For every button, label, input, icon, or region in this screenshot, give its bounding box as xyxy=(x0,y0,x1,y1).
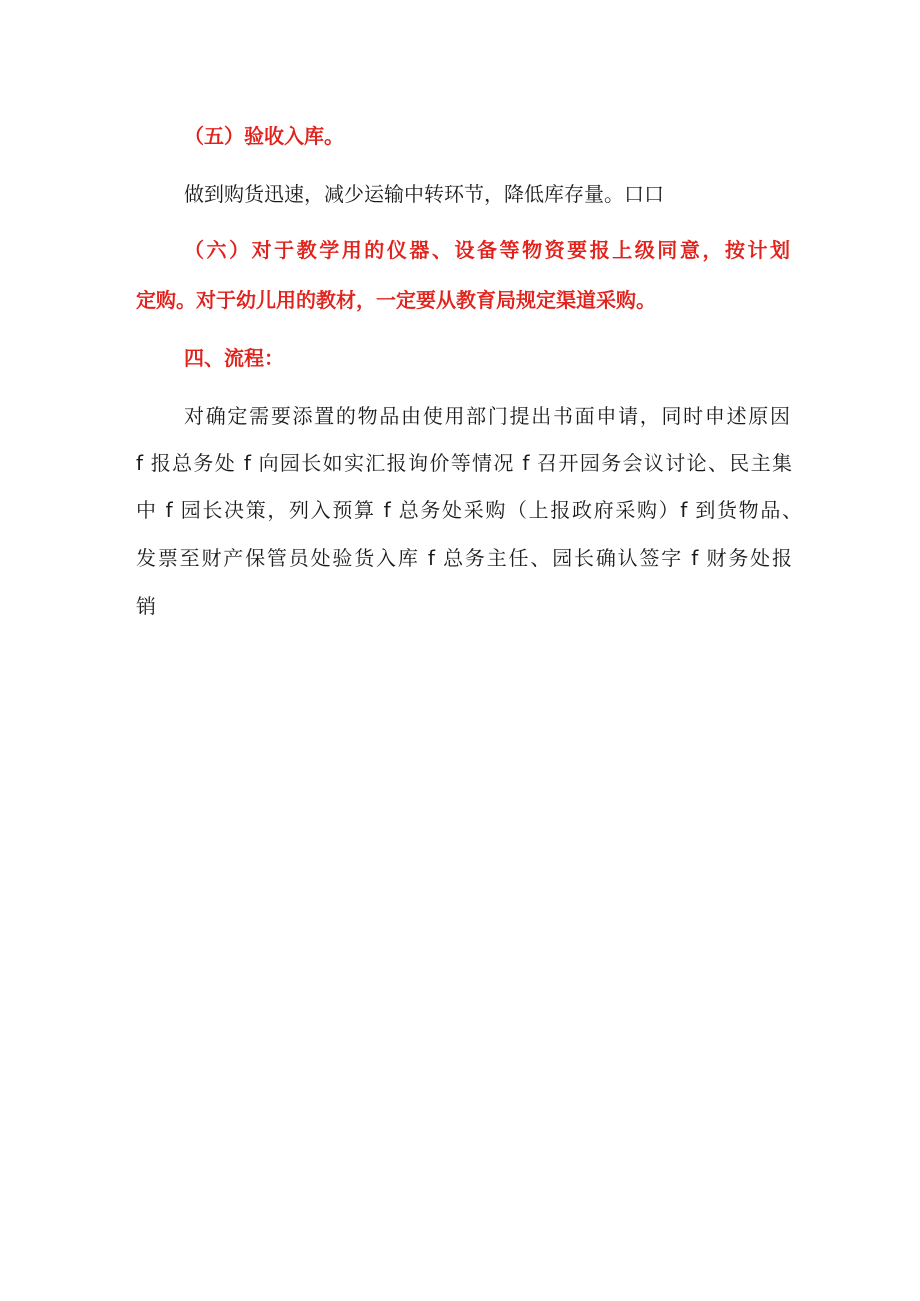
process-paragraph-line2: f 报总务处 f 向园长如实汇报询价等情况 f 召开园务会议讨论、民主集 xyxy=(136,451,792,475)
paragraph-purchase-speed: 做到购货迅速，减少运输中转环节，降低库存量。口口 xyxy=(184,182,664,206)
process-paragraph-line4: 发票至财产保管员处验货入库 f 总务主任、园长确认签字 f 财务处报 xyxy=(136,546,792,570)
process-paragraph-line5: 销 xyxy=(136,594,156,618)
heading-instruments-line1: （六）对于教学用的仪器、设备等物资要报上级同意，按计划 xyxy=(184,238,790,262)
section-title-process: 四、流程： xyxy=(184,346,284,370)
heading-acceptance-storage: （五）验收入库。 xyxy=(184,124,344,148)
process-paragraph-line3: 中 f 园长决策，列入预算 f 总务处采购（上报政府采购）f 到货物品、 xyxy=(136,498,802,522)
process-paragraph-line1: 对确定需要添置的物品由使用部门提出书面申请，同时申述原因 xyxy=(184,404,790,428)
heading-instruments-line2: 定购。对于幼儿用的教材，一定要从教育局规定渠道采购。 xyxy=(136,288,656,312)
